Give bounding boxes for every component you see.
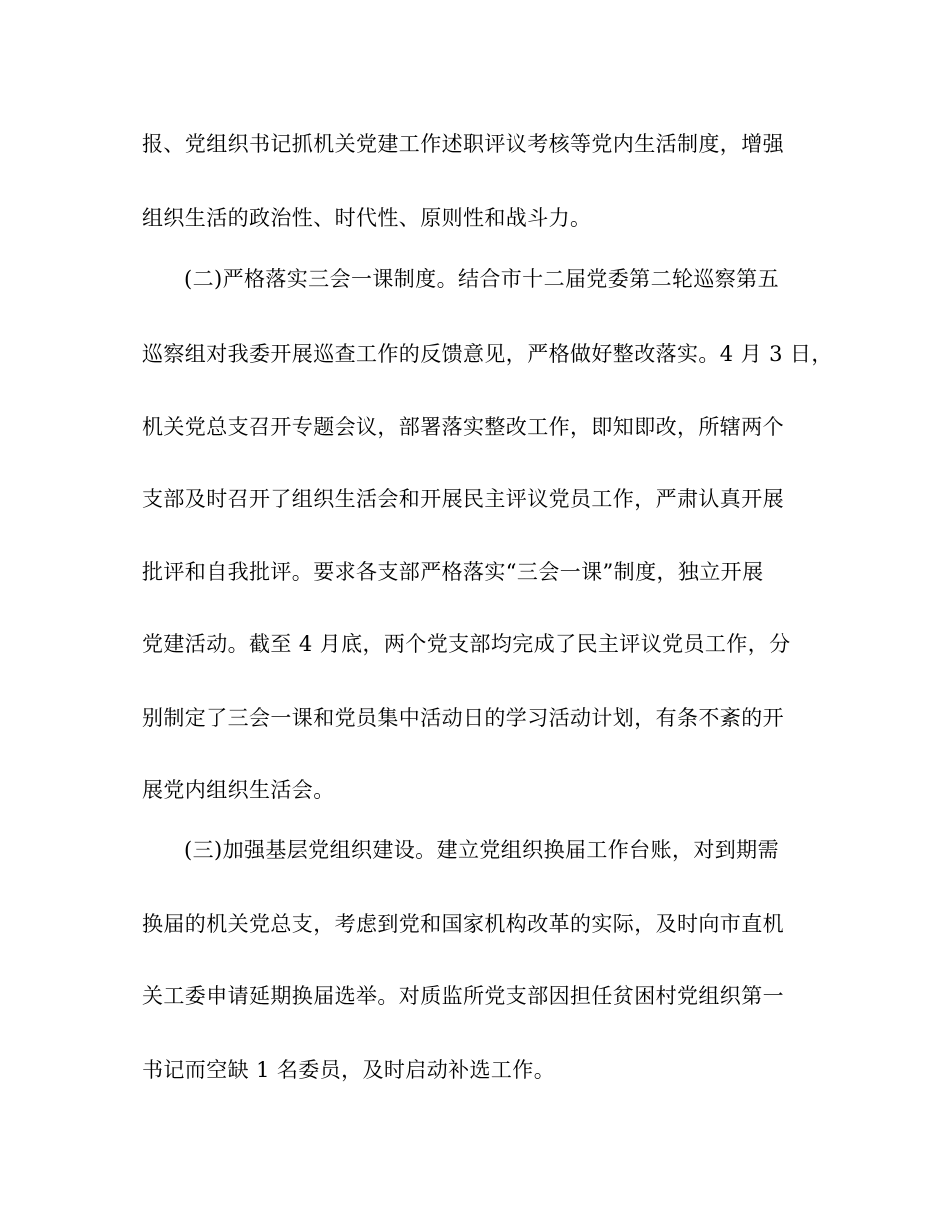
text-line: 组织生活的政治性、时代性、原则性和战斗力。 <box>142 206 592 230</box>
text-line: 支部及时召开了组织生活会和开展民主评议党员工作，严肃认真开展 <box>142 487 784 511</box>
text-line: 关工委申请延期换届选举。对质监所党支部因担任贫困村党组织第一 <box>142 984 784 1008</box>
text-line: 巡察组对我委开展巡查工作的反馈意见，严格做好整改落实。4 月 3 日， <box>142 342 833 366</box>
text-line: 机关党总支召开专题会议，部署落实整改工作，即知即改，所辖两个 <box>142 415 784 439</box>
text-line: 换届的机关党总支，考虑到党和国家机构改革的实际，及时向市直机 <box>142 912 784 936</box>
text-line: 报、党组织书记抓机关党建工作述职评议考核等党内生活制度，增强 <box>142 132 784 156</box>
text-line: 书记而空缺 1 名委员，及时启动补选工作。 <box>142 1058 556 1082</box>
section-heading-3: (三)加强基层党组织建设。建立党组织换届工作台账，对到期需 <box>184 838 779 862</box>
section-heading-2: (二)严格落实三会一课制度。结合市十二届党委第二轮巡察第五 <box>184 267 779 291</box>
text-line: 党建活动。截至 4 月底，两个党支部均完成了民主评议党员工作，分 <box>142 632 791 656</box>
text-line: 别制定了三会一课和党员集中活动日的学习活动计划，有条不紊的开 <box>142 706 784 730</box>
text-line: 展党内组织生活会。 <box>142 778 335 802</box>
text-line: 批评和自我批评。要求各支部严格落实“三会一课”制度，独立开展 <box>142 560 764 584</box>
